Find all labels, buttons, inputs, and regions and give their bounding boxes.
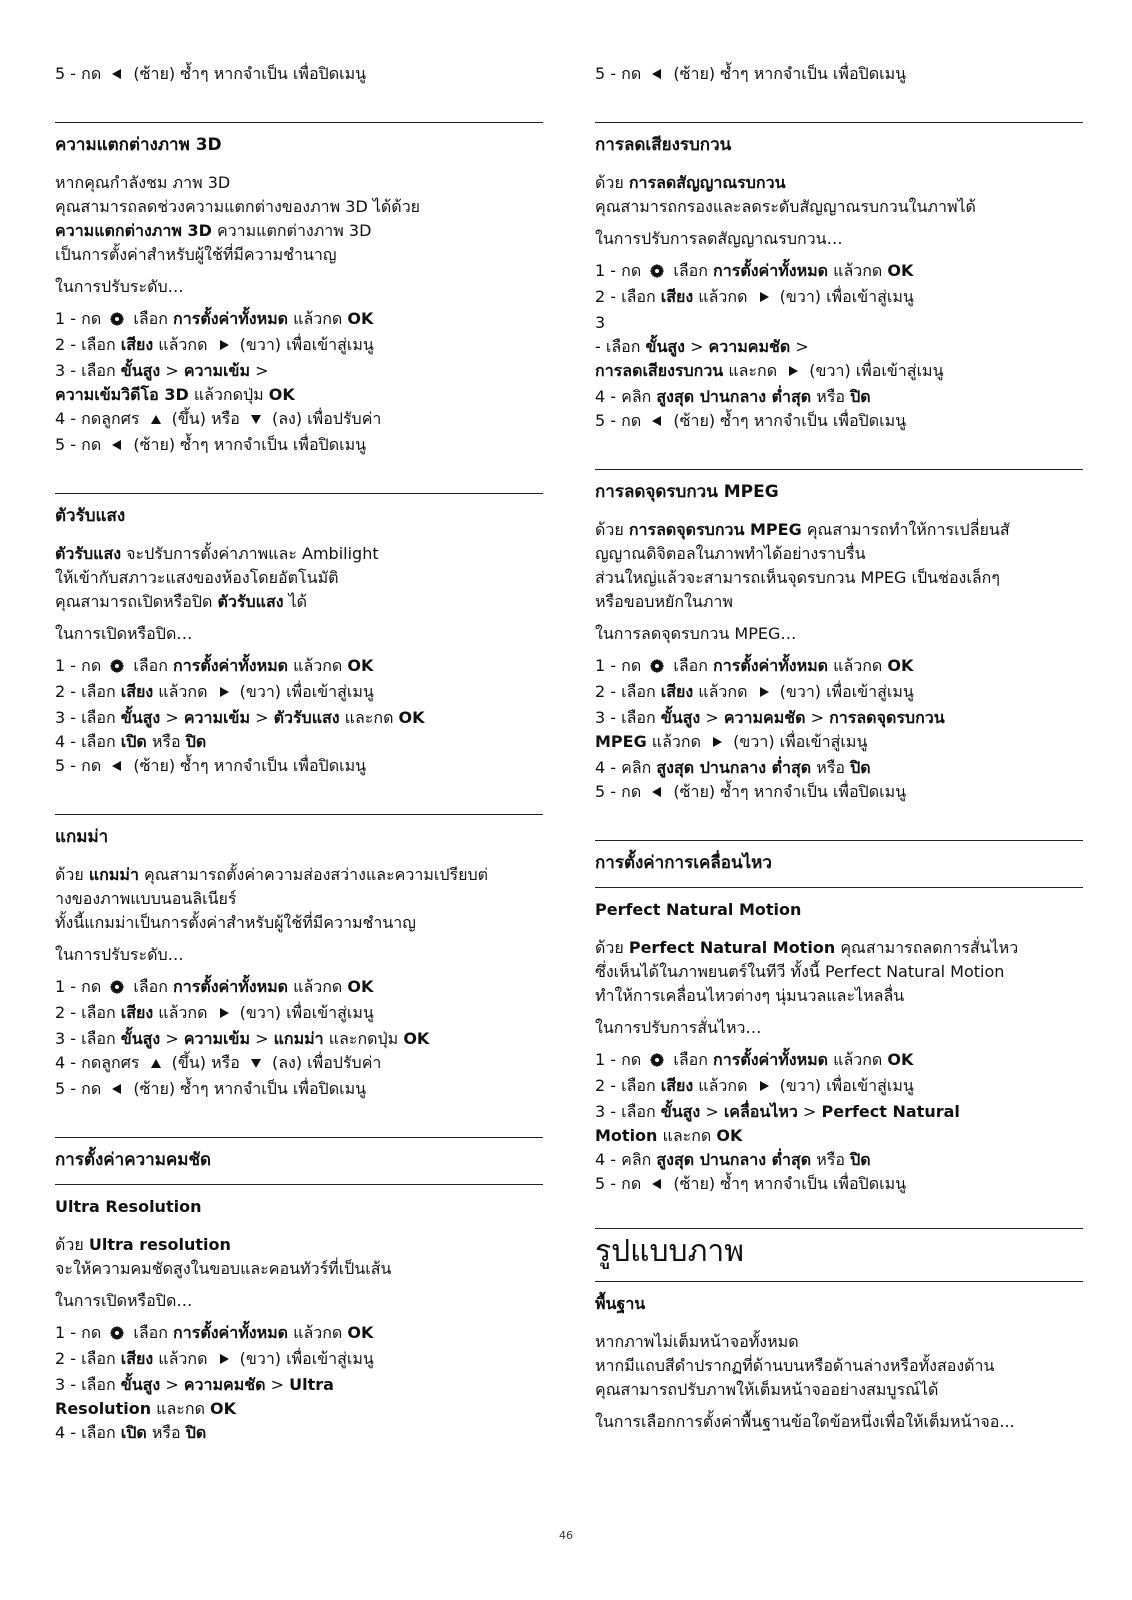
- section-sharpness: [55, 1137, 543, 1445]
- section-mpeg-reduction: [595, 469, 1083, 806]
- section-title: การตั้งค่าความคมชัด: [55, 1148, 543, 1185]
- text-line: 3 - เลือก ขั้นสูง > ความเข้ม >: [55, 361, 269, 380]
- text-line: 1 - กด เลือก การตั้งค่าทั้งหมด แล้วกด OK: [55, 654, 543, 680]
- steps-list: [55, 975, 543, 1103]
- section-paragraph: [595, 936, 1083, 1008]
- top-lines: [595, 62, 1083, 88]
- text-line: 5 - กด (ซ้าย) ซ้ำๆ หากจำเป็น เพื่อปิดเมนู: [595, 409, 1083, 435]
- text-line: 4 - คลิก สูงสุด ปานกลาง ต่ำสุด หรือ ปิด: [595, 387, 871, 406]
- gear-icon: [110, 977, 124, 1001]
- left-column: [55, 62, 543, 1445]
- section-intro: ในการเลือกการตั้งค่าพื้นฐานข้อใดข้อหนึ่งเพื่อให้เต็มหน้าจอ...: [595, 1412, 1015, 1431]
- arrow-right-icon: [217, 682, 231, 706]
- text-line: 1 - กด เลือก การตั้งค่าทั้งหมด แล้วกด OK: [595, 259, 1083, 285]
- text-line: การลดเสียงรบกวน และกด (ขวา) เพื่อเข้าสู่เมนู: [595, 359, 1083, 385]
- text-line: ด้วย Perfect Natural Motion คุณสามารถลดการสั่นไหว: [595, 938, 1019, 957]
- text-line: 5 - กด (ซ้าย) ซ้ำๆ หากจำเป็น เพื่อปิดเมนู: [595, 62, 1083, 88]
- gear-icon: [110, 656, 124, 680]
- text-line: ด้วย การลดจุดรบกวน MPEG คุณสามารถทำให้การเปลี่ยนสั: [595, 520, 1010, 539]
- arrow-left-icon: [110, 435, 124, 459]
- arrow-left-icon: [650, 1174, 664, 1198]
- text-line: 4 - เลือก เปิด หรือ ปิด: [55, 1423, 207, 1442]
- text-line: 5 - กด (ซ้าย) ซ้ำๆ หากจำเป็น เพื่อปิดเมนู: [55, 1077, 543, 1103]
- right-column: [595, 62, 1083, 1442]
- text-line: จะให้ความคมชัดสูงในขอบและคอนทัวร์ที่เป็นเส้น: [55, 1259, 392, 1278]
- text-line: 2 - เลือก เสียง แล้วกด (ขวา) เพื่อเข้าสู่เมนู: [55, 1347, 543, 1373]
- text-line: ญญาณดิจิตอลในภาพทำได้อย่างราบรื่น: [595, 544, 866, 563]
- section-title: ความแตกต่างภาพ 3D: [55, 135, 222, 155]
- text-line: หากคุณกำลังชม ภาพ 3D: [55, 173, 231, 192]
- section-title: การลดเสียงรบกวน: [595, 135, 732, 155]
- text-line: 4 - กดลูกศร (ขึ้น) หรือ (ลง) เพื่อปรับค่า: [55, 1051, 543, 1077]
- section-title: แกมม่า: [55, 827, 109, 847]
- text-line: 5 - กด (ซ้าย) ซ้ำๆ หากจำเป็น เพื่อปิดเมนู: [55, 62, 543, 88]
- text-line: 5 - กด (ซ้าย) ซ้ำๆ หากจำเป็น เพื่อปิดเมนู: [55, 754, 543, 780]
- text-line: 1 - กด เลือก การตั้งค่าทั้งหมด แล้วกด OK: [55, 975, 543, 1001]
- text-line: 3 - เลือก ขั้นสูง > ความคมชัด > Ultra: [55, 1375, 334, 1394]
- arrow-right-icon: [217, 335, 231, 359]
- section-paragraph: [55, 1233, 543, 1281]
- text-line: - เลือก ขั้นสูง > ความคมชัด >: [595, 337, 809, 356]
- section-paragraph: [595, 1330, 1083, 1402]
- text-line: 1 - กด เลือก การตั้งค่าทั้งหมด แล้วกด OK: [595, 1048, 1083, 1074]
- arrow-down-icon: [249, 1053, 263, 1077]
- arrow-up-icon: [149, 1053, 163, 1077]
- arrow-left-icon: [110, 756, 124, 780]
- arrow-right-icon: [757, 287, 771, 311]
- section-title: ตัวรับแสง: [55, 506, 126, 526]
- text-line: 1 - กด เลือก การตั้งค่าทั้งหมด แล้วกด OK: [55, 1321, 543, 1347]
- top-lines: [55, 62, 543, 88]
- section-intro: ในการเปิดหรือปิด…: [55, 624, 193, 643]
- text-line: คุณสามารถลดช่วงความแตกต่างของภาพ 3D ได้ด้วย: [55, 197, 421, 216]
- section-intro: ในการปรับการสั่นไหว…: [595, 1018, 762, 1037]
- arrow-up-icon: [149, 409, 163, 433]
- text-line: 3 - เลือก ขั้นสูง > เคลื่อนไหว > Perfect Natural: [595, 1102, 960, 1121]
- text-line: 2 - เลือก เสียง แล้วกด (ขวา) เพื่อเข้าสู่เมนู: [55, 333, 543, 359]
- section-gamma: [55, 814, 543, 1103]
- steps-list: [55, 654, 543, 780]
- text-line: ให้เข้ากับสภาวะแสงของห้องโดยอัตโนมัติ: [55, 568, 339, 587]
- subsection-title: Perfect Natural Motion: [595, 900, 802, 919]
- steps-list: [595, 259, 1083, 435]
- chapter-picture-format: [595, 1228, 1083, 1434]
- gear-icon: [650, 656, 664, 680]
- steps-list: [55, 307, 543, 459]
- text-line: ส่วนใหญ่แล้วจะสามารถเห็นจุดรบกวน MPEG เป็นช่องเล็กๆ: [595, 568, 1000, 587]
- arrow-right-icon: [757, 1076, 771, 1100]
- text-line: ทั้งนี้แกมม่าเป็นการตั้งค่าสำหรับผู้ใช้ที่มีความชำนาญ: [55, 913, 416, 932]
- text-line: 5 - กด (ซ้าย) ซ้ำๆ หากจำเป็น เพื่อปิดเมนู: [595, 780, 1083, 806]
- steps-list: [55, 1321, 543, 1445]
- section-light-sensor: [55, 493, 543, 780]
- text-line: 3: [595, 313, 606, 332]
- chapter-title: รูปแบบภาพ: [595, 1231, 1083, 1282]
- text-line: ด้วย Ultra resolution: [55, 1235, 231, 1254]
- text-line: ด้วย การลดสัญญาณรบกวน: [595, 173, 786, 192]
- section-intro: ในการลดจุดรบกวน MPEG…: [595, 624, 797, 643]
- text-line: ตัวรับแสง จะปรับการตั้งค่าภาพและ Ambilight: [55, 544, 379, 563]
- arrow-right-icon: [217, 1349, 231, 1373]
- text-line: 3 - เลือก ขั้นสูง > ความคมชัด > การลดจุดรบกวน: [595, 708, 945, 727]
- text-line: MPEG แล้วกด (ขวา) เพื่อเข้าสู่เมนู: [595, 730, 1083, 756]
- text-line: เป็นการตั้งค่าสำหรับผู้ใช้ที่มีความชำนาญ: [55, 245, 337, 264]
- arrow-left-icon: [110, 64, 124, 88]
- section-noise-reduction: [595, 122, 1083, 435]
- section-paragraph: [595, 518, 1083, 614]
- text-line: 2 - เลือก เสียง แล้วกด (ขวา) เพื่อเข้าสู่เมนู: [595, 1074, 1083, 1100]
- text-line: ความแตกต่างภาพ 3D ความแตกต่างภาพ 3D: [55, 221, 372, 240]
- text-line: 2 - เลือก เสียง แล้วกด (ขวา) เพื่อเข้าสู่เมนู: [55, 1001, 543, 1027]
- text-line: คุณสามารถเปิดหรือปิด ตัวรับแสง ได้: [55, 592, 308, 611]
- section-paragraph: [55, 542, 543, 614]
- section-intro: ในการปรับระดับ…: [55, 277, 184, 296]
- section-paragraph: [55, 863, 543, 935]
- text-line: 2 - เลือก เสียง แล้วกด (ขวา) เพื่อเข้าสู่เมนู: [595, 680, 1083, 706]
- text-line: 1 - กด เลือก การตั้งค่าทั้งหมด แล้วกด OK: [55, 307, 543, 333]
- arrow-left-icon: [650, 64, 664, 88]
- text-line: 4 - กดลูกศร (ขึ้น) หรือ (ลง) เพื่อปรับค่า: [55, 407, 543, 433]
- section-title: การตั้งค่าการเคลื่อนไหว: [595, 851, 1083, 888]
- arrow-down-icon: [249, 409, 263, 433]
- arrow-left-icon: [650, 782, 664, 806]
- text-line: 4 - คลิก สูงสุด ปานกลาง ต่ำสุด หรือ ปิด: [595, 1150, 871, 1169]
- steps-list: [595, 654, 1083, 806]
- text-line: คุณสามารถปรับภาพให้เต็มหน้าจออย่างสมบูรณ์ได้: [595, 1380, 939, 1399]
- text-line: 3 - เลือก ขั้นสูง > ความเข้ม > ตัวรับแสง และกด OK: [55, 708, 425, 727]
- arrow-right-icon: [217, 1003, 231, 1027]
- text-line: 4 - คลิก สูงสุด ปานกลาง ต่ำสุด หรือ ปิด: [595, 758, 871, 777]
- text-line: Resolution และกด OK: [55, 1399, 237, 1418]
- text-line: Motion และกด OK: [595, 1126, 743, 1145]
- arrow-right-icon: [710, 732, 724, 756]
- gear-icon: [650, 261, 664, 285]
- text-line: คุณสามารถกรองและลดระดับสัญญาณรบกวนในภาพได้: [595, 197, 976, 216]
- text-line: 2 - เลือก เสียง แล้วกด (ขวา) เพื่อเข้าสู่เมนู: [595, 285, 1083, 311]
- text-line: หากภาพไม่เต็มหน้าจอทั้งหมด: [595, 1332, 799, 1351]
- text-line: ด้วย แกมม่า คุณสามารถตั้งค่าความส่องสว่างและความเปรียบต่: [55, 865, 489, 884]
- text-line: 2 - เลือก เสียง แล้วกด (ขวา) เพื่อเข้าสู่เมนู: [55, 680, 543, 706]
- arrow-left-icon: [650, 411, 664, 435]
- text-line: หากมีแถบสีดำปรากฏที่ด้านบนหรือด้านล่างหรือทั้งสองด้าน: [595, 1356, 995, 1375]
- text-line: หรือขอบหยักในภาพ: [595, 592, 733, 611]
- section-title: การลดจุดรบกวน MPEG: [595, 482, 779, 502]
- text-line: างของภาพแบบนอนลิเนียร์: [55, 889, 237, 908]
- subsection-title: พื้นฐาน: [595, 1294, 646, 1313]
- text-line: ซึ่งเห็นได้ในภาพยนตร์ในทีวี ทั้งนี้ Perfect Natural Motion: [595, 962, 1005, 981]
- text-line: ทำให้การเคลื่อนไหวต่างๆ นุ่มนวลและไหลลื่น: [595, 986, 905, 1005]
- gear-icon: [110, 309, 124, 333]
- gear-icon: [650, 1050, 664, 1074]
- section-intro: ในการเปิดหรือปิด…: [55, 1291, 193, 1310]
- arrow-right-icon: [786, 361, 800, 385]
- text-line: 1 - กด เลือก การตั้งค่าทั้งหมด แล้วกด OK: [595, 654, 1083, 680]
- section-3d-difference: [55, 122, 543, 459]
- steps-list: [595, 1048, 1083, 1198]
- page-number: 46: [559, 1529, 573, 1542]
- text-line: 3 - เลือก ขั้นสูง > ความเข้ม > แกมม่า และกดปุ่ม OK: [55, 1029, 430, 1048]
- section-intro: ในการปรับการลดสัญญาณรบกวน…: [595, 229, 843, 248]
- text-line: ความเข้มวิดีโอ 3D แล้วกดปุ่ม OK: [55, 385, 295, 404]
- section-motion: [595, 840, 1083, 1198]
- section-paragraph: [55, 171, 543, 267]
- arrow-right-icon: [757, 682, 771, 706]
- text-line: 5 - กด (ซ้าย) ซ้ำๆ หากจำเป็น เพื่อปิดเมนู: [595, 1172, 1083, 1198]
- section-intro: ในการปรับระดับ…: [55, 945, 184, 964]
- text-line: 4 - เลือก เปิด หรือ ปิด: [55, 732, 207, 751]
- gear-icon: [110, 1323, 124, 1347]
- subsection-title: Ultra Resolution: [55, 1197, 202, 1216]
- arrow-left-icon: [110, 1079, 124, 1103]
- text-line: 5 - กด (ซ้าย) ซ้ำๆ หากจำเป็น เพื่อปิดเมนู: [55, 433, 543, 459]
- section-paragraph: [595, 171, 1083, 219]
